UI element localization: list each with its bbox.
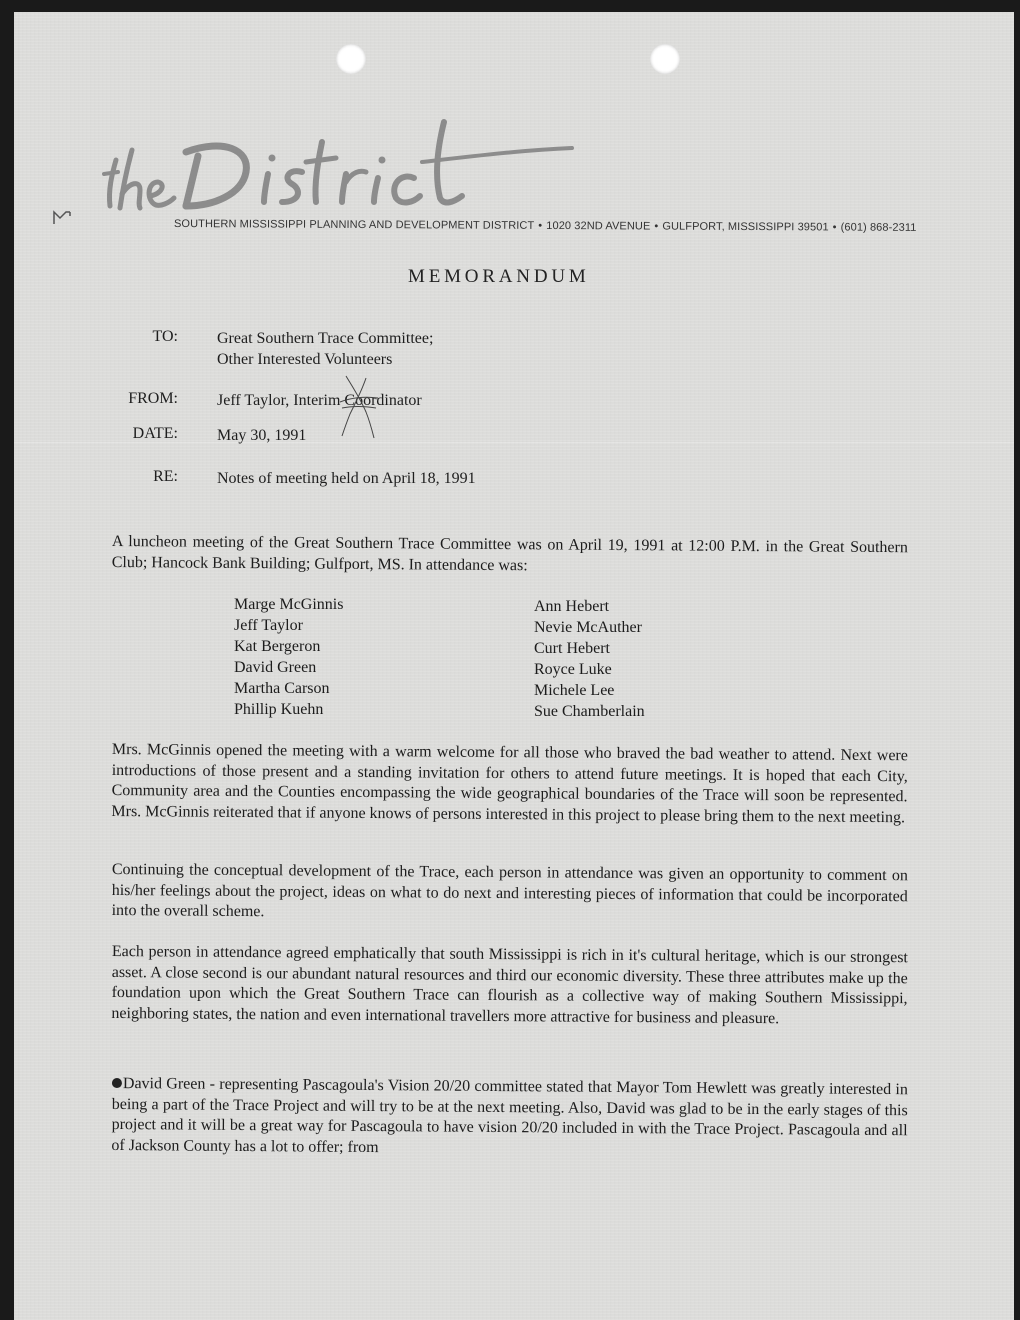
organization-name: SOUTHERN MISSISSIPPI PLANNING AND DEVELOPMENT DISTRICT — [173, 218, 535, 232]
list-item: Sue Chamberlain — [534, 703, 645, 720]
punch-hole-right — [650, 44, 680, 74]
attendee-list-right — [534, 596, 645, 722]
separator-dot: • — [654, 220, 659, 233]
separator-dot: • — [832, 221, 837, 234]
list-item: Nevie McAuther — [534, 619, 642, 636]
from-label: FROM: — [128, 390, 178, 407]
from-value: Jeff Taylor, Interim Coordinator — [217, 392, 422, 409]
cultural-heritage-paragraph: Each person in attendance agreed emphatically that south Mississippi is rich in it's cultural heritage, which is our strongest asset. A close second is our abundant natural resources and third our economic diversity. These three attributes make up the foundation upon which the Great Southern Trace can flourish as a collective way of making Southern Mississippi, neighboring states, the nation and even international travellers more attractive for business and pleasure. — [111, 942, 908, 1027]
list-item: Curt Hebert — [534, 640, 610, 657]
list-item: Royce Luke — [534, 661, 612, 678]
list-item: Martha Carson — [234, 680, 330, 697]
corner-mark-icon — [52, 208, 72, 226]
conceptual-development-paragraph: Continuing the conceptual development of the Trace, each person in attendance was given an opportunity to comment on his/her feelings about the project, ideas on what to do next and interesting pieces of information that could be incorporated into the overall scheme. — [111, 860, 908, 921]
list-item: Jeff Taylor — [234, 617, 303, 634]
to-value-line1: Great Southern Trace Committee; — [217, 330, 434, 347]
list-item: Ann Hebert — [534, 598, 610, 615]
list-item: David Green — [234, 659, 317, 676]
opening-paragraph: Mrs. McGinnis opened the meeting with a warm welcome for all those who braved the bad weather to attend. Next were introductions of those present and a standing invitation for others to attend future meetings. It is hoped that each City, Community area and the Counties encompassing the wide geographical boundaries of the Trace will soon be represented. Mrs. McGinnis reiterated that if anyone knows of persons interested in this project to please bring them to the next meeting. — [111, 740, 908, 826]
separator-dot: • — [538, 219, 543, 232]
initials-signature — [336, 372, 382, 442]
david-green-paragraph — [111, 1074, 908, 1162]
list-item: Marge McGinnis — [234, 596, 344, 613]
re-value: Notes of meeting held on April 18, 1991 — [217, 470, 476, 487]
re-label: RE: — [153, 468, 178, 485]
phone-number: (601) 868-2311 — [840, 221, 917, 234]
date-value: May 30, 1991 — [217, 427, 307, 444]
list-item: Phillip Kuehn — [234, 701, 324, 718]
street-address: 1020 32ND AVENUE — [546, 219, 651, 233]
letterhead-address-line — [174, 218, 917, 234]
memo-title: MEMORANDUM — [408, 266, 590, 287]
bullet-icon — [112, 1078, 122, 1088]
to-label: TO: — [152, 328, 178, 345]
david-green-text: David Green - representing Pascagoula's Vision 20/20 committee stated that Mayor Tom Hewlett was greatly interested in being a part of the Trace Project and will try to be at the next meeting. Also, David was glad to be in the early stages of this project and it will be a great way for Pascagoula to have vision 20/20 included in with the Trace Project. Pascagoula and all of Jackson County has a lot to offer; from — [111, 1075, 908, 1156]
date-label: DATE: — [132, 425, 178, 442]
intro-paragraph: A luncheon meeting of the Great Southern Trace Committee was on April 19, 1991 at 12:00 P.M. in the Great Southern Club; Hancock Bank Building; Gulfport, MS. In attendance was: — [111, 532, 908, 574]
list-item: Michele Lee — [534, 682, 615, 699]
district-logo — [74, 102, 594, 222]
punch-hole-left — [336, 44, 366, 74]
memo-page — [14, 12, 1014, 1320]
city-state-zip: GULFPORT, MISSISSIPPI 39501 — [662, 220, 829, 234]
to-value-line2: Other Interested Volunteers — [217, 351, 393, 368]
list-item: Kat Bergeron — [234, 638, 321, 655]
attendee-list-left — [234, 594, 343, 720]
